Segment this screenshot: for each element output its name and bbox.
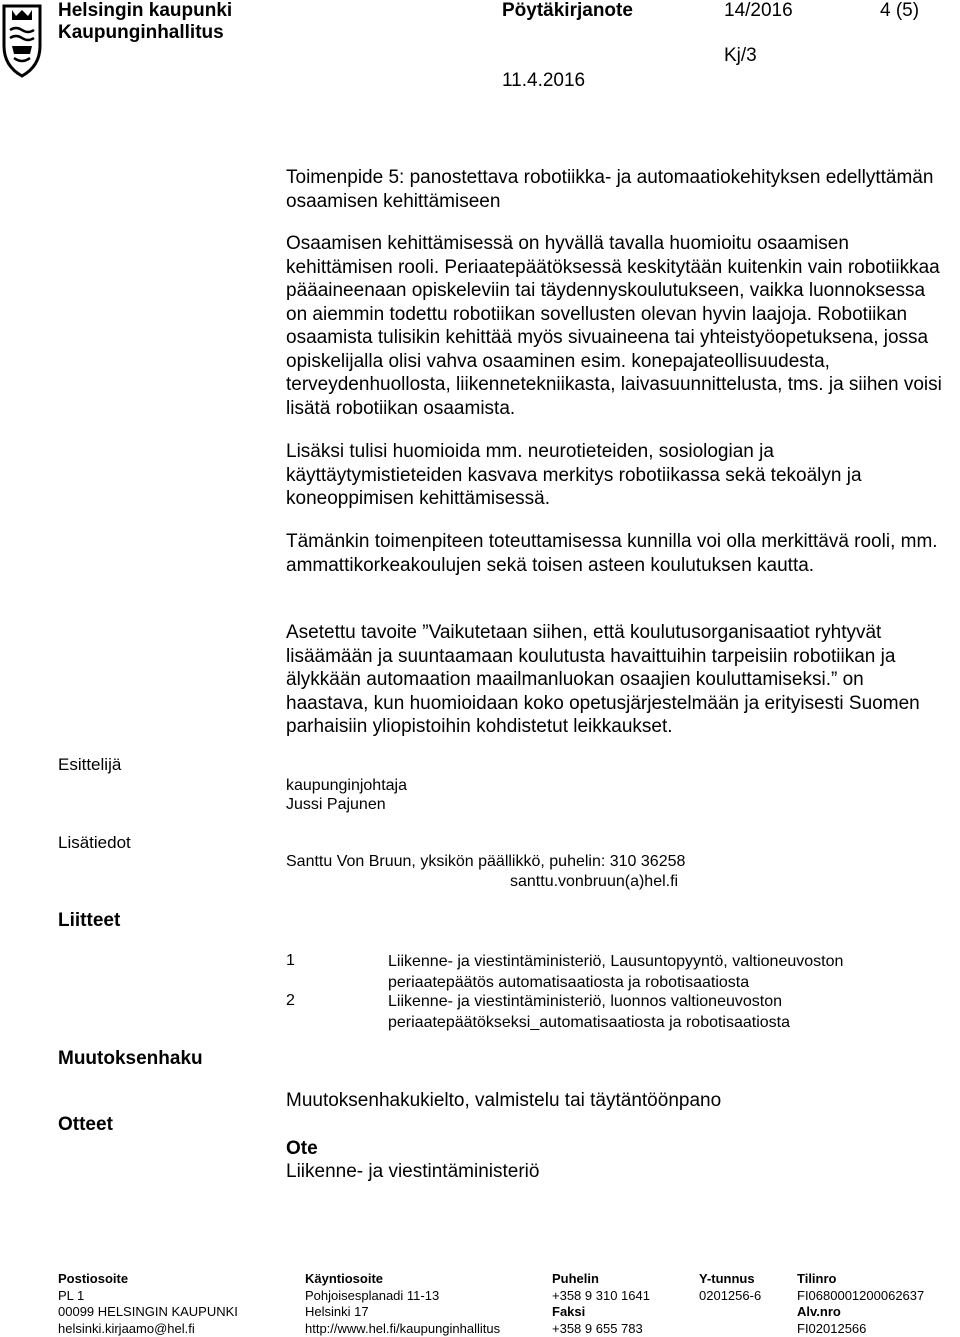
footer-postal xyxy=(58,1270,238,1336)
extracts-label: Otteet xyxy=(58,1114,113,1135)
info-email: santtu.vonbruun(a)hel.fi xyxy=(510,873,679,890)
presenter-title: kaupunginjohtaja xyxy=(286,777,407,794)
footer-phone-number: +358 9 310 1641 xyxy=(552,1287,650,1303)
footer-phone xyxy=(552,1270,650,1336)
extract-recipient: Liikenne- ja viestintäministeriö xyxy=(286,1161,540,1182)
paragraph-3 xyxy=(286,530,946,577)
page-number: 4 (5) xyxy=(880,0,920,21)
attachment-link[interactable]: Liikenne- ja viestintäministeriö, luonnos valtioneuvoston periaatepäätökseksi_automatisaatiosta ja robotisaatiosta xyxy=(388,993,791,1031)
appeal-label: Muutoksenhaku xyxy=(58,1048,203,1069)
footer-account xyxy=(797,1270,924,1336)
footer-visiting xyxy=(305,1270,500,1336)
item-code: Kj/3 xyxy=(724,45,757,66)
paragraph-4 xyxy=(286,621,946,739)
org-name: Helsingin kaupunki xyxy=(58,0,233,21)
appeal-text: Muutoksenhakukielto, valmistelu tai täytäntöönpano xyxy=(286,1090,722,1111)
doc-type: Pöytäkirjanote xyxy=(502,0,633,21)
heading-text: Toimenpide 5: panostettava robotiikka- ja automaatiokehityksen edellyttämän osaamisen kehittämiseen xyxy=(286,167,934,212)
footer-fax-number: +358 9 655 783 xyxy=(552,1320,643,1336)
measure-heading xyxy=(286,166,946,213)
meeting-date: 11.4.2016 xyxy=(502,70,586,91)
footer-website-link[interactable]: http://www.hel.fi/kaupunginhallitus xyxy=(305,1320,501,1336)
paragraph-1-text: Osaamisen kehittämisessä on hyvällä tavalla huomioitu osaamisen kehittämisen rooli. Periaatepäätöksessä keskitytään kuitenkin vain robotiikkaa pääaineenaan opiskeleviin tai täydennyskoulutukseen, vaikka luonnoksessa on aiemmin todettu robotiikan sovellusten olevan hyvin laajoja. Robotiikan osaamista tulisikin kehittää myös sivuaineena tai yhteistyöopetuksena, jossa opiskelijalla olisi vahva osaaminen esim. konepajateollisuudesta, terveydenhuollosta, liikennetekniikasta, laivasuunnittelusta, tms. ja siihen voisi lisätä robotiikan osaamista. xyxy=(286,233,942,419)
extract-heading: Ote xyxy=(286,1138,318,1159)
paragraph-2-text: Lisäksi tulisi huomioida mm. neurotieteiden, sosiologian ja käyttäytymistieteiden kasvava merkitys robotiikassa sekä tekoälyn ja koneoppimisen kehittämisessä. xyxy=(286,441,862,509)
footer-postal-title: Postiosoite xyxy=(58,1271,129,1286)
footer-visiting-title: Käyntiosoite xyxy=(305,1271,384,1286)
info-contact: Santtu Von Bruun, yksikön päällikkö, puhelin: 310 36258 xyxy=(286,853,686,870)
footer-street: Pohjoisesplanadi 11-13 xyxy=(305,1287,440,1303)
body-name: Kaupunginhallitus xyxy=(58,22,224,43)
paragraph-2 xyxy=(286,440,946,511)
footer-fax-title: Faksi xyxy=(552,1304,586,1319)
footer-phone-title: Puhelin xyxy=(552,1271,599,1286)
doc-number: 14/2016 xyxy=(724,0,793,21)
paragraph-4-text: Asetettu tavoite ”Vaikutetaan siihen, että koulutusorganisaatiot ryhtyvät lisäämään ja suuntaamaan koulutusta havaittuihin tarpeisiin robotiikan ja älykkään automaation maailmanluokan osaajien kouluttamiseksi.” on haastava, kun huomioidaan koko opetusjärjestelmään ja erityisesti Suomen parhaisiin yliopistoihin kohdistetut leikkaukset. xyxy=(286,622,920,737)
paragraph-1 xyxy=(286,232,946,420)
footer-business-id xyxy=(699,1270,761,1303)
footer-business-id-value: 0201256-6 xyxy=(699,1287,762,1303)
attachment-number: 2 xyxy=(286,992,295,1009)
footer-account-title: Tilinro xyxy=(797,1271,837,1286)
footer-business-id-title: Y-tunnus xyxy=(699,1271,755,1286)
presenter-label: Esittelijä xyxy=(58,755,122,774)
attachments-label: Liitteet xyxy=(58,910,121,931)
footer-postal-box: PL 1 xyxy=(58,1287,85,1303)
info-label: Lisätiedot xyxy=(58,833,131,852)
footer-vat-title: Alv.nro xyxy=(797,1304,841,1319)
presenter-name: Jussi Pajunen xyxy=(286,796,386,813)
footer-email-link[interactable]: helsinki.kirjaamo@hel.fi xyxy=(58,1320,195,1336)
footer-account-number: FI0680001200062637 xyxy=(797,1287,925,1303)
footer-city: Helsinki 17 xyxy=(305,1304,369,1319)
footer-postal-code: 00099 HELSINGIN KAUPUNKI xyxy=(58,1304,238,1319)
attachment-link[interactable]: Liikenne- ja viestintäministeriö, Lausuntopyyntö, valtioneuvoston periaatepäätös automatisaatiosta ja robotisaatiosta xyxy=(388,953,844,991)
paragraph-3-text: Tämänkin toimenpiteen toteuttamisessa kunnilla voi olla merkittävä rooli, mm. ammattikorkeakoulujen sekä toisen asteen koulutuksen kautta. xyxy=(286,531,938,576)
helsinki-coat-of-arms-icon xyxy=(0,0,44,80)
footer-vat-number: FI02012566 xyxy=(797,1320,867,1336)
attachment-number: 1 xyxy=(286,952,295,969)
